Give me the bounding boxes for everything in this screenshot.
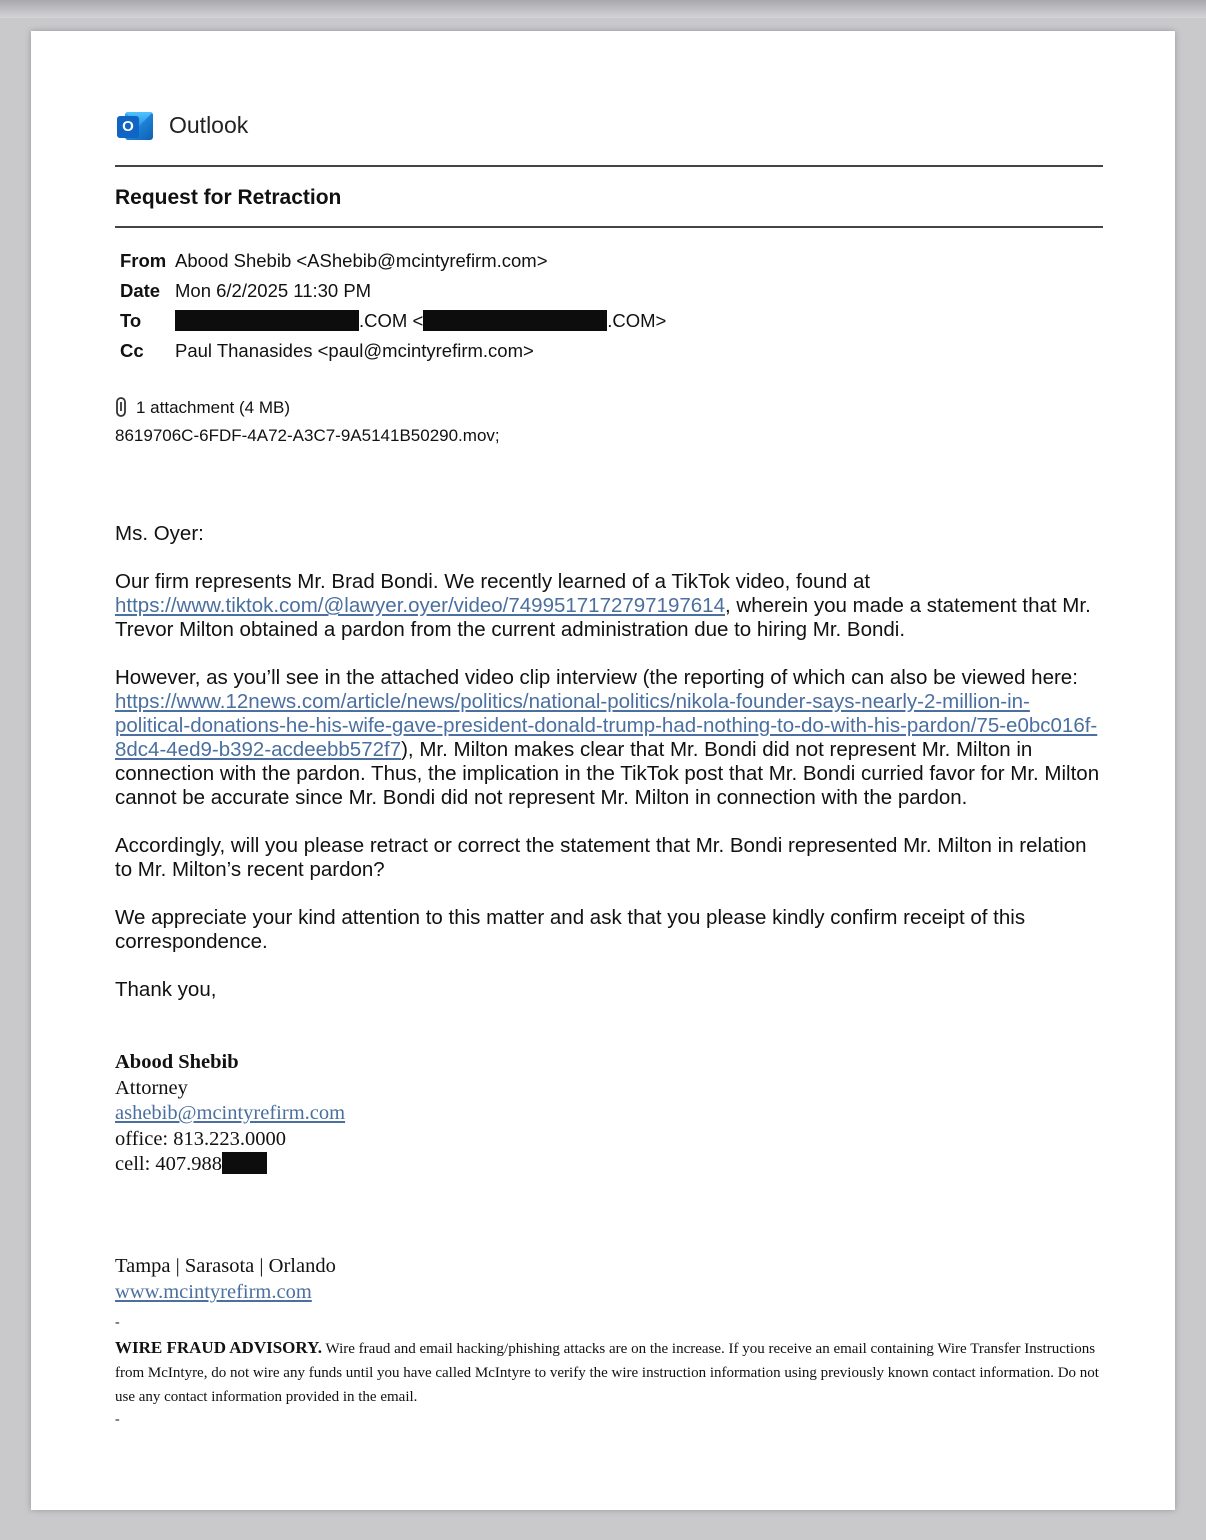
news-link[interactable]: https://www.12news.com/article/news/politics/national-politics/nikola-founder-says-nearly-2-million-in-political-donations-he-his-wife-gave-president-donald-trump-had-nothing-to-do-with-his-pardon/75-e0bc016f-8dc4-4ed9-b392-acdeebb572f7 xyxy=(115,690,1098,761)
advisory-text: Wire fraud and email hacking/phishing attacks are on the increase. If you receive an email containing Wire Transfer Instructions from McIntyre, do not wire any funds until you have called McIntyre to verify the wire instruction information using previously known contact information. Do not use any contact information provided in the email. xyxy=(115,1341,1099,1405)
date-value: Mon 6/2/2025 11:30 PM xyxy=(175,280,372,301)
website-link[interactable]: www.mcintyrefirm.com xyxy=(115,1281,312,1303)
p1-text-a: Our firm represents Mr. Brad Bondi. We recently learned of a TikTok video, found at xyxy=(115,570,871,593)
email-body xyxy=(115,522,1105,1026)
paragraph-2 xyxy=(115,666,1105,810)
to-value-part2[interactable]: .COM> xyxy=(607,310,667,331)
office-locations-block xyxy=(115,1253,336,1305)
wire-fraud-advisory xyxy=(115,1336,1103,1409)
attachment-summary: 1 attachment (4 MB) xyxy=(136,398,291,417)
signature-office: office: 813.223.0000 xyxy=(115,1127,286,1150)
advisory-title: WIRE FRAUD ADVISORY. xyxy=(115,1338,323,1357)
attachment-filename[interactable]: 8619706C-6FDF-4A72-A3C7-9A5141B50290.mov; xyxy=(115,426,500,445)
divider-top xyxy=(115,165,1103,167)
paragraph-4: We appreciate your kind attention to this matter and ask that you please kindly confirm receipt of this correspondence. xyxy=(115,906,1026,953)
signature-name: Abood Shebib xyxy=(115,1051,239,1073)
paperclip-icon xyxy=(115,397,127,417)
email-headers xyxy=(120,246,666,366)
p2-text-a: However, as you’ll see in the attached video clip interview (the reporting of which can also be viewed here: xyxy=(115,666,1078,689)
tiktok-link[interactable]: https://www.tiktok.com/@lawyer.oyer/video/7499517172797197614 xyxy=(115,594,725,617)
office-locations: Tampa | Sarasota | Orlando xyxy=(115,1255,336,1277)
date-row xyxy=(120,276,666,306)
redacted-cell-digits xyxy=(222,1152,267,1174)
p1-text-b: , wherein you made a statement that Mr. Trevor Milton obtained a pardon from the current administration due to hiring Mr. Bondi. xyxy=(115,594,1091,641)
top-shadow xyxy=(0,0,1206,18)
paragraph-1 xyxy=(115,570,1105,642)
from-row xyxy=(120,246,666,276)
redacted-recipient-name xyxy=(175,310,359,331)
to-label: To xyxy=(120,310,142,331)
closing: Thank you, xyxy=(115,978,217,1001)
separator-dash-top: - xyxy=(115,1315,120,1330)
from-label: From xyxy=(120,250,167,271)
outlook-header xyxy=(115,107,248,143)
cc-row xyxy=(120,336,666,366)
signature-title: Attorney xyxy=(115,1076,188,1099)
to-row xyxy=(120,306,666,336)
separator-dash-bottom: - xyxy=(115,1412,120,1427)
from-value[interactable]: Abood Shebib <AShebib@mcintyrefirm.com> xyxy=(175,250,548,271)
to-value-part1[interactable]: .COM < xyxy=(359,310,424,331)
greeting: Ms. Oyer: xyxy=(115,522,204,545)
cc-value[interactable]: Paul Thanasides <paul@mcintyrefirm.com> xyxy=(175,340,534,361)
signature-block xyxy=(115,1050,345,1178)
p2-text-b: ), Mr. Milton makes clear that Mr. Bondi did not represent Mr. Milton in connection with the pardon. Thus, the implication in the TikTok post that Mr. Bondi curried favor for Mr. Milton cannot be accurate since Mr. Bondi did not represent Mr. Milton in connection with the pardon. xyxy=(115,738,1100,809)
app-name: Outlook xyxy=(169,111,249,138)
paragraph-3: Accordingly, will you please retract or correct the statement that Mr. Bondi represented Mr. Milton in relation to Mr. Milton’s recent pardon? xyxy=(115,834,1087,881)
signature-cell-row xyxy=(115,1152,345,1178)
signature-cell: cell: 407.988 xyxy=(115,1153,223,1175)
redacted-recipient-email xyxy=(423,310,607,331)
date-label: Date xyxy=(120,280,161,301)
logo-letter: O xyxy=(117,116,139,138)
divider-bottom xyxy=(115,226,1103,228)
document-page xyxy=(31,31,1175,1510)
attachment-section xyxy=(115,397,500,446)
outlook-logo-icon xyxy=(115,107,155,143)
signature-email-link[interactable]: ashebib@mcintyrefirm.com xyxy=(115,1102,346,1124)
attachment-summary-row[interactable] xyxy=(115,397,500,418)
cc-label: Cc xyxy=(120,340,144,361)
email-subject: Request for Retraction xyxy=(115,186,342,209)
